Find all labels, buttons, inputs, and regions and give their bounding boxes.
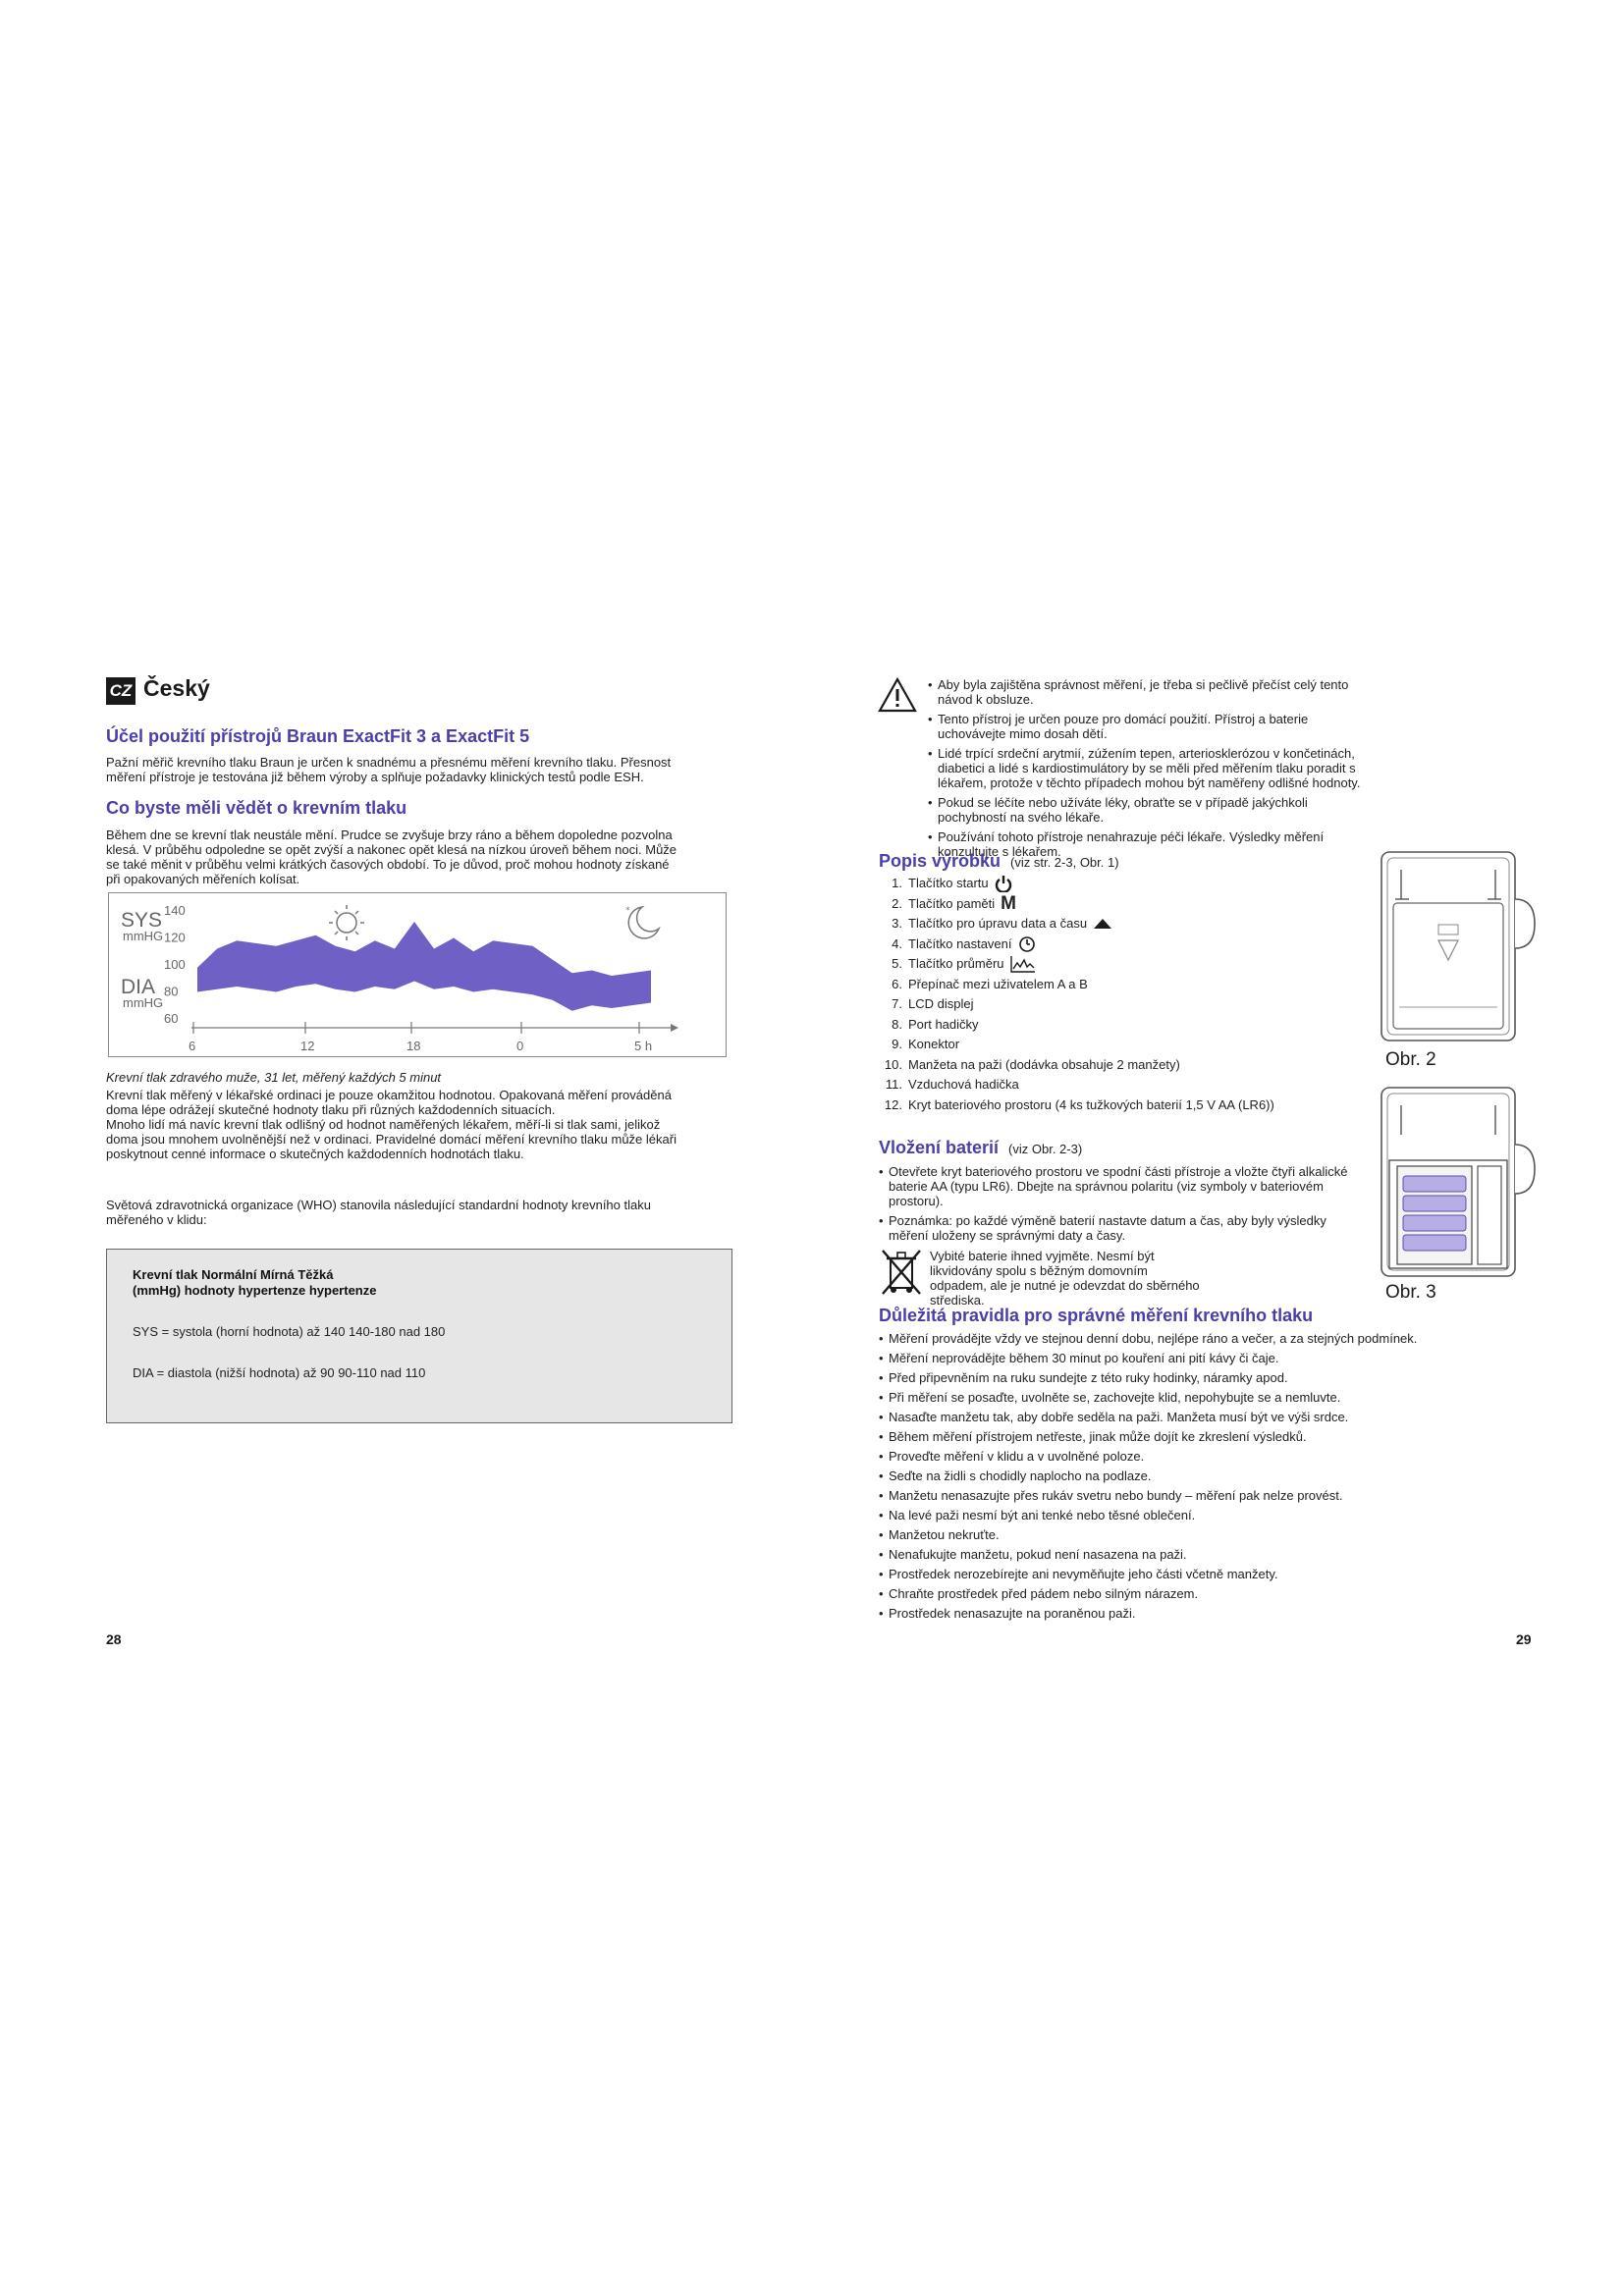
item-label: LCD displej [908, 996, 974, 1011]
list-item [879, 1055, 1274, 1076]
sys-unit-label: mmHG [123, 929, 164, 943]
text-line: doma jsou mnohem uvolněnější než v ordinaci. Pravidelné domácí měření krevního tlaku může lékaři [106, 1132, 677, 1147]
list-item: • Otevřete kryt bateriového prostoru ve spodní části přístroje a vložte čtyři alkalické baterie AA (typu LR6). Dbejte na správnou polaritu (viz symboly v bateriovém prostoru). [879, 1164, 1350, 1208]
x-tick-label: 6 [189, 1039, 196, 1053]
language-title: Český [143, 675, 210, 701]
item-number: 2. [892, 895, 902, 911]
list-item [879, 975, 1274, 995]
item-number: 9. [892, 1037, 902, 1051]
rules-heading: Důležitá pravidla pro správné měření krevního tlaku [879, 1306, 1314, 1325]
list-item [879, 1035, 1274, 1055]
average-icon [1010, 955, 1036, 973]
list-item: • Pokud se léčíte nebo užíváte léky, obraťte se v případě jakýchkoli pochybností na svého lékaře. [928, 795, 1370, 825]
list-item: • Při měření se posaďte, uvolněte se, zachovejte klid, nepohybujte se a nemluvte. [879, 1390, 1546, 1405]
who-table [106, 1249, 732, 1423]
table-header-line: Krevní tlak Normální Mírná Těžká [133, 1267, 334, 1282]
description-heading [879, 851, 1119, 872]
item-number: 8. [892, 1016, 902, 1032]
item-number: 4. [892, 935, 902, 951]
list-item [879, 1075, 1274, 1095]
list-item: • Chraňte prostředek před pádem nebo silným nárazem. [879, 1586, 1546, 1601]
item-label: Tlačítko nastavení [908, 935, 1012, 951]
text-line: měřeného v klidu: [106, 1212, 207, 1227]
list-item: • Prostředek nenasazujte na poraněnou paži. [879, 1606, 1546, 1621]
blood-pressure-chart [108, 892, 727, 1057]
svg-text:*: * [625, 906, 630, 916]
list-item: • Proveďte měření v klidu a v uvolněné poloze. [879, 1449, 1546, 1464]
list-item: • Seďte na židli s chodidly naplocho na podlaze. [879, 1468, 1546, 1483]
item-label: Přepínač mezi uživatelem A a B [908, 976, 1088, 991]
list-item: • Měření neprovádějte během 30 minut po kouření ani pití kávy či čaje. [879, 1351, 1546, 1365]
right-page [812, 0, 1624, 2296]
text-line: Světová zdravotnická organizace (WHO) stanovila následující standardní hodnoty krevního tlaku [106, 1198, 651, 1212]
x-axis-arrow [671, 1024, 678, 1032]
item-label: Port hadičky [908, 1016, 979, 1032]
item-label: Konektor [908, 1037, 960, 1051]
bp-range-area [197, 922, 651, 1011]
battery-disposal-text: Vybité baterie ihned vyjměte. Nesmí být likvidovány spolu s běžným domovním odpadem, ale je nutné je odevzdat do sběrného střediska. [930, 1249, 1200, 1308]
triangle-up-icon [1093, 918, 1112, 930]
table-header [133, 1267, 376, 1299]
page-number-right: 29 [1516, 1631, 1532, 1647]
warning-icon [878, 677, 917, 713]
batteries-heading-text: Vložení baterií [879, 1138, 1000, 1157]
text-line: Během dne se krevní tlak neustále mění. Prudce se zvyšuje brzy ráno a během dopoledne pozvolna [106, 828, 673, 842]
page-number-left: 28 [106, 1631, 122, 1647]
item-number: 3. [892, 916, 902, 931]
who-text [106, 1198, 651, 1227]
blood-pressure-heading: Co byste měli vědět o krevním tlaku [106, 798, 407, 818]
text-line: Mnoho lidí má navíc krevní tlak odlišný od hodnot naměřených lékařem, měří-li si tlak sami, jelikož [106, 1117, 661, 1132]
item-number: 7. [892, 996, 902, 1011]
list-item: • Na levé paži nesmí být ani tenké nebo těsné oblečení. [879, 1508, 1546, 1522]
list-item: • Manžetu nenasazujte přes rukáv svetru nebo bundy – měření pak nelze provést. [879, 1488, 1546, 1503]
text-line: měření přístroje je testována již během výroby a splňuje požadavky klinických testů podle ESH. [106, 770, 644, 784]
text-line: Krevní tlak měřený v lékařské ordinaci je pouze okamžitou hodnotou. Opakovaná měření prováděná [106, 1088, 672, 1102]
list-item: • Používání tohoto přístroje nenahrazuje péči lékaře. Výsledky měření konzultujte s lékařem. [928, 829, 1370, 859]
crossed-bin-icon [879, 1247, 924, 1298]
office-measurement-text [106, 1088, 677, 1161]
chart-svg [109, 893, 726, 1056]
item-number: 5. [892, 956, 902, 971]
list-item: • Nasaďte manžetu tak, aby dobře seděla na paži. Manžeta musí být ve výši srdce. [879, 1410, 1546, 1424]
warning-list [928, 677, 1370, 864]
text-line: při opakovaných měřeních kolísat. [106, 872, 300, 886]
y-tick-label: 80 [164, 984, 179, 999]
power-icon [995, 875, 1012, 892]
item-label: Tlačítko startu [908, 876, 989, 890]
figure-3-label: Obr. 3 [1385, 1282, 1436, 1303]
description-sub: (viz str. 2-3, Obr. 1) [1010, 855, 1119, 870]
table-row-sys: SYS = systola (horní hodnota) až 140 140-180 nad 180 [133, 1324, 446, 1339]
table-row-dia: DIA = diastola (nižší hodnota) až 90 90-110 nad 110 [133, 1365, 426, 1380]
x-tick-label: 18 [406, 1039, 421, 1053]
figure-2-label: Obr. 2 [1385, 1049, 1436, 1070]
item-number: 6. [892, 976, 902, 991]
list-item [879, 1015, 1274, 1036]
item-label: Tlačítko průměru [908, 956, 1004, 971]
item-number: 11. [885, 1077, 902, 1092]
list-item [879, 1095, 1274, 1116]
list-item: • Poznámka: po každé výměně baterií nastavte datum a čas, aby byly výsledky měření uloženy se správnými daty a časy. [879, 1213, 1350, 1243]
batteries-heading [879, 1138, 1082, 1158]
list-item [879, 954, 1274, 975]
text-line: klesá. V průběhu odpoledne se opět zvýší a nakonec opět klesá na nízkou úroveň během noci. Může [106, 842, 677, 857]
dia-label: DIA [121, 976, 156, 998]
y-tick-label: 100 [164, 957, 186, 972]
x-tick-label: 5 h [634, 1039, 653, 1053]
text-line: Pažní měřič krevního tlaku Braun je určen k snadnému a přesnému měření krevního tlaku. Přesnost [106, 755, 672, 770]
y-tick-label: 120 [164, 930, 186, 945]
list-item: • Lidé trpící srdeční arytmií, zúžením tepen, arteriosklerózou v končetinách, diabetici a lidé s kardiostimulátory by se měli před měřením tlaku poradit s lékařem, protože v těchto případech mohou být naměřeny odlišné hodnoty. [928, 746, 1370, 790]
list-item: • Měření provádějte vždy ve stejnou denní dobu, nejlépe ráno a večer, a za stejných podmínek. [879, 1331, 1546, 1346]
list-item [879, 994, 1274, 1015]
text-line: doma lépe odrážejí skutečné hodnoty tlaku při různých každodenních situacích. [106, 1102, 556, 1117]
description-list [879, 874, 1274, 1115]
item-label: Manžeta na paži (dodávka obsahuje 2 manžety) [908, 1056, 1180, 1072]
list-item: • Nenafukujte manžetu, pokud není nasazena na paži. [879, 1547, 1546, 1562]
list-item [879, 894, 1274, 915]
list-item: • Tento přístroj je určen pouze pro domácí použití. Přístroj a baterie uchovávejte mimo dosah dětí. [928, 712, 1370, 741]
chart-caption: Krevní tlak zdravého muže, 31 let, měřený každých 5 minut [106, 1070, 442, 1085]
item-label: Kryt bateriového prostoru (4 ks tužkových baterií 1,5 V AA (LR6)) [908, 1096, 1274, 1112]
text-line: se také měnit v průběhu velmi krátkých časových období. To je důvod, proč mohou hodnoty získané [106, 857, 670, 872]
item-label: Tlačítko paměti [908, 895, 996, 911]
item-label: Tlačítko pro úpravu data a času [908, 916, 1088, 931]
list-item: • Před připevněním na ruku sundejte z této ruky hodinky, náramky apod. [879, 1370, 1546, 1385]
batteries-list [879, 1164, 1350, 1248]
figure-3-image [1380, 1086, 1539, 1282]
list-item: • Během měření přístrojem netřeste, jinak může dojít ke zkreslení výsledků. [879, 1429, 1546, 1444]
list-item: • Aby byla zajištěna správnost měření, je třeba si pečlivě přečíst celý tento návod k obsluze. [928, 677, 1370, 707]
list-item [879, 934, 1274, 955]
y-tick-label: 60 [164, 1011, 179, 1026]
intended-use-heading: Účel použití přístrojů Braun ExactFit 3 a ExactFit 5 [106, 726, 530, 746]
dia-unit-label: mmHG [123, 995, 164, 1010]
item-label: Vzduchová hadička [908, 1077, 1019, 1092]
item-number: 1. [892, 876, 902, 890]
batteries-sub: (viz Obr. 2-3) [1008, 1142, 1083, 1156]
clock-icon [1018, 935, 1036, 953]
figure-2-image [1380, 850, 1539, 1046]
sys-label: SYS [121, 909, 163, 932]
y-tick-label: 140 [164, 903, 186, 918]
item-number: 12. [884, 1096, 902, 1112]
x-tick-label: 0 [516, 1039, 524, 1053]
intended-use-text [106, 755, 671, 784]
list-item: • Prostředek nerozebírejte ani nevyměňujte jeho části včetně manžety. [879, 1567, 1546, 1581]
x-tick-label: 12 [300, 1039, 315, 1053]
list-item: • Manžetou nekruťte. [879, 1527, 1546, 1542]
sun-icon [329, 905, 364, 940]
blood-pressure-text [106, 828, 677, 886]
memory-icon: M [1001, 892, 1016, 914]
text-line: poskytnout cenné informace o skutečných každodenních hodnotách tlaku. [106, 1147, 524, 1161]
table-header-line: (mmHg) hodnoty hypertenze hypertenze [133, 1283, 377, 1298]
list-item [879, 914, 1274, 934]
list-item [879, 874, 1274, 894]
description-heading-text: Popis výrobku [879, 851, 1001, 871]
language-badge: CZ [106, 677, 135, 705]
rules-list [879, 1331, 1546, 1626]
item-number: 10. [884, 1056, 902, 1072]
moon-icon [625, 906, 659, 938]
